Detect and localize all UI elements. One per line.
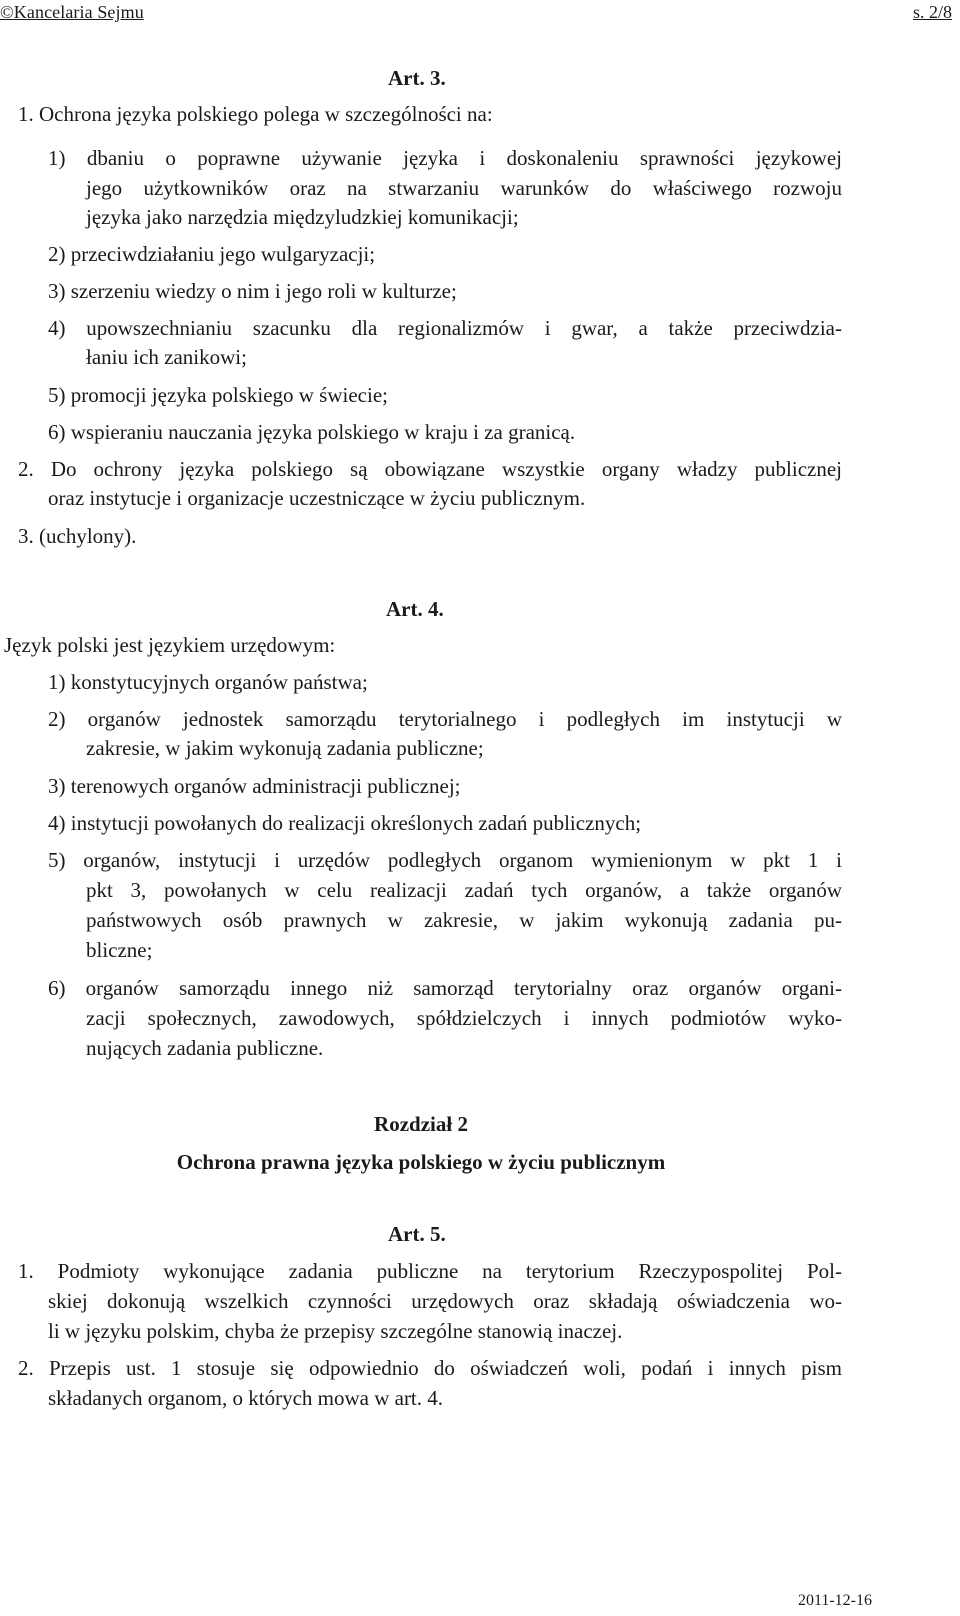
art4-item-6-line-3: nujących zadania publiczne. xyxy=(86,1036,324,1060)
art3-paragraph-2-line-2: oraz instytucje i organizacje uczestniczące w życiu publicznym. xyxy=(48,486,586,510)
article-4-title: Art. 4. xyxy=(386,597,444,621)
art5-paragraph-2-line-1: 2. Przepis ust. 1 stosuje się odpowiednio do oświadczeń woli, podań i innych pism xyxy=(18,1356,842,1380)
art3-item-3: 3) szerzeniu wiedzy o nim i jego roli w kulturze; xyxy=(48,279,457,303)
art3-item-1-line-3: języka jako narzędzia międzyludzkiej komunikacji; xyxy=(86,205,519,229)
art4-item-5-line-2: pkt 3, powołanych w celu realizacji zadań tych organów, a także organów xyxy=(86,878,842,902)
art5-paragraph-1-line-3: li w języku polskim, chyba że przepisy szczególne stanowią inaczej. xyxy=(48,1319,623,1343)
art5-paragraph-1-line-1: 1. Podmioty wykonujące zadania publiczne na terytorium Rzeczypospolitej Pol- xyxy=(18,1259,842,1283)
art3-item-2: 2) przeciwdziałaniu jego wulgaryzacji; xyxy=(48,242,376,266)
art3-item-1-line-1: 1) dbaniu o poprawne używanie języka i doskonaleniu sprawności językowej xyxy=(48,146,842,170)
art4-item-2-line-2: zakresie, w jakim wykonują zadania publiczne; xyxy=(86,736,484,760)
header-source: ©Kancelaria Sejmu xyxy=(0,2,144,22)
art4-item-2-line-1: 2) organów jednostek samorządu terytorialnego i podległych im instytucji w xyxy=(48,707,842,731)
art3-paragraph-1: 1. Ochrona języka polskiego polega w szczególności na: xyxy=(18,102,493,126)
article-5-title: Art. 5. xyxy=(388,1222,446,1246)
footer-date: 2011-12-16 xyxy=(797,1592,872,1609)
art5-paragraph-2-line-2: składanych organom, o których mowa w art. 4. xyxy=(48,1386,444,1410)
art3-paragraph-2-line-1: 2. Do ochrony języka polskiego są obowiązane wszystkie organy władzy publicznej xyxy=(18,457,842,481)
art4-item-5-line-3: państwowych osób prawnych w zakresie, w jakim wykonują zadania pu- xyxy=(86,908,842,932)
header-page-number: s. 2/8 xyxy=(912,2,952,22)
article-3-title: Art. 3. xyxy=(388,66,446,90)
chapter-title: Ochrona prawna języka polskiego w życiu publicznym xyxy=(176,1150,666,1174)
art3-item-1-line-2: jego użytkowników oraz na stwarzaniu warunków do właściwego rozwoju xyxy=(86,176,842,200)
art3-item-4-line-1: 4) upowszechnianiu szacunku dla regionalizmów i gwar, a także przeciwdzia- xyxy=(48,316,842,340)
art4-item-5-line-1: 5) organów, instytucji i urzędów podległych organom wymienionym w pkt 1 i xyxy=(48,848,842,872)
art3-paragraph-3: 3. (uchylony). xyxy=(18,524,137,548)
art3-item-5: 5) promocji języka polskiego w świecie; xyxy=(48,383,388,407)
art4-item-4: 4) instytucji powołanych do realizacji określonych zadań publicznych; xyxy=(48,811,642,835)
art4-item-5-line-4: bliczne; xyxy=(86,938,153,962)
art4-intro: Język polski jest językiem urzędowym: xyxy=(4,633,336,657)
art4-item-6-line-2: zacji społecznych, zawodowych, spółdzielczych i innych podmiotów wyko- xyxy=(86,1006,842,1030)
art4-item-1: 1) konstytucyjnych organów państwa; xyxy=(48,670,368,694)
art3-item-6: 6) wspieraniu nauczania języka polskiego w kraju i za granicą. xyxy=(48,420,576,444)
art4-item-3: 3) terenowych organów administracji publicznej; xyxy=(48,774,461,798)
art5-paragraph-1-line-2: skiej dokonują wszelkich czynności urzędowych oraz składają oświadczenia wo- xyxy=(48,1289,842,1313)
chapter-number: Rozdział 2 xyxy=(374,1112,468,1136)
art4-item-6-line-1: 6) organów samorządu innego niż samorząd terytorialny oraz organów organi- xyxy=(48,976,842,1000)
art3-item-4-line-2: łaniu ich zanikowi; xyxy=(86,345,247,369)
